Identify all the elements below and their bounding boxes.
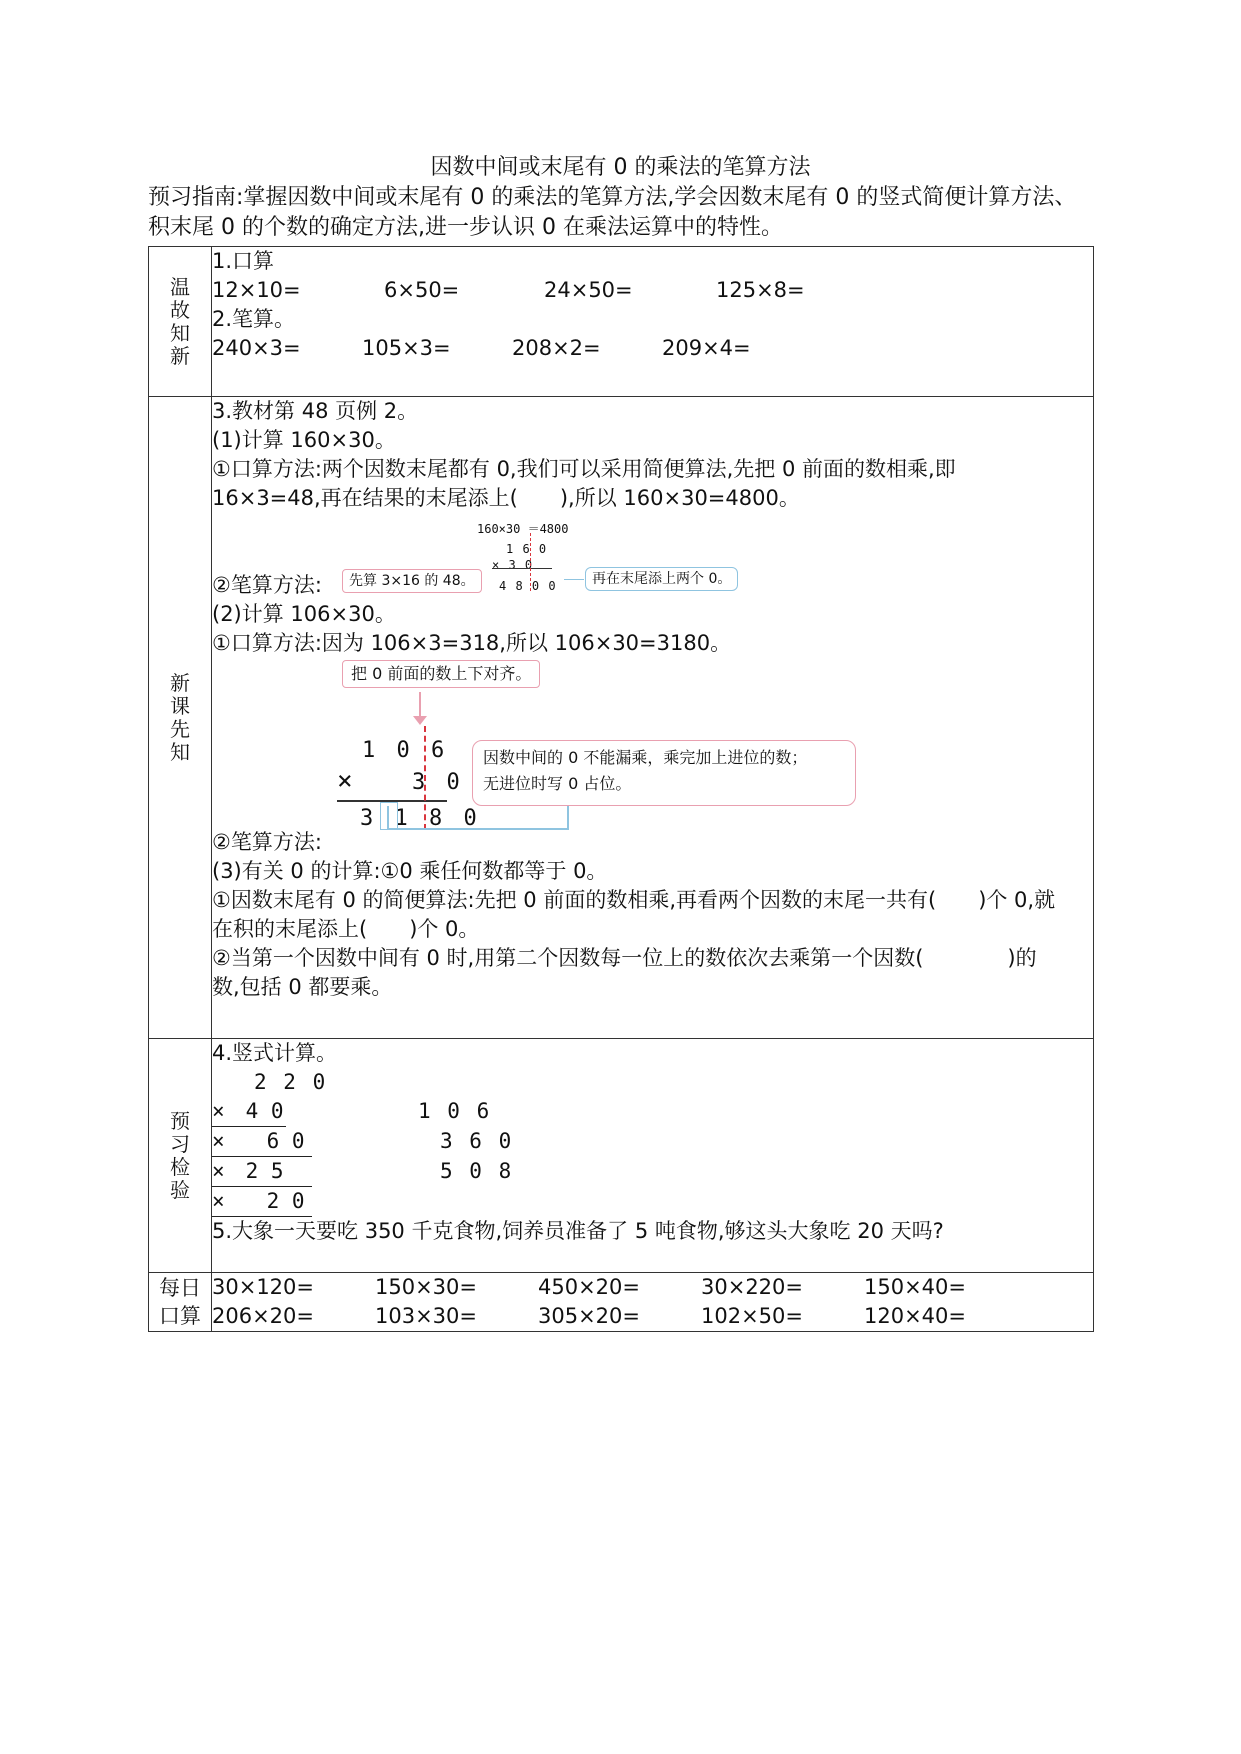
fig1-arrow (564, 579, 584, 580)
daily-row-1 (212, 1273, 1093, 1302)
vertical-row-b (212, 1127, 1093, 1157)
part-1-written: ②笔算方法: (212, 573, 322, 597)
new-lesson-row (149, 397, 1094, 1039)
written-problem: 208×2= (512, 336, 601, 360)
review-label (149, 247, 212, 397)
question-2: 2.笔算。 (212, 307, 296, 331)
label-char: 温 (170, 274, 190, 299)
daily-row-2 (212, 1302, 1093, 1331)
label-char: 检 (170, 1154, 190, 1179)
daily-content (212, 1273, 1094, 1332)
fig1-note-right: 再在末尾添上两个 0。 (585, 567, 738, 591)
fig1-note-left: 先算 3×16 的 48。 (342, 569, 482, 593)
review-row (149, 247, 1094, 397)
daily-problem: 450×20= (538, 1275, 640, 1299)
daily-problem: 30×120= (212, 1275, 314, 1299)
fig1-row1: 1 6 0 (506, 542, 548, 556)
label-line: 每日 (159, 1276, 201, 1300)
daily-row (149, 1273, 1094, 1332)
daily-problem: 150×40= (864, 1275, 966, 1299)
part-1: (1)计算 160×30。 (212, 428, 396, 452)
oral-row (212, 276, 1093, 305)
daily-problem: 120×40= (864, 1304, 966, 1328)
part-1-oral-line2: 16×3=48,再在结果的末尾添上( ),所以 160×30=4800。 (212, 486, 800, 510)
fig2-down-arrow-icon (413, 716, 427, 725)
written-row (212, 334, 1093, 363)
fig2-bracket-line (387, 806, 569, 830)
vertical-4-row1: 5 0 8 (440, 1159, 514, 1183)
check-label (149, 1039, 212, 1273)
written-problem: 209×4= (662, 336, 751, 360)
daily-problem: 30×220= (701, 1275, 803, 1299)
preview-guide: 预习指南:掌握因数中间或末尾有 0 的乘法的笔算方法,学会因数末尾有 0 的竖式简便计算方法、积末尾 0 的个数的确定方法,进一步认识 0 在乘法运算中的特性。 (148, 185, 1077, 240)
part-3b-line1: ②当第一个因数中间有 0 时,用第二个因数每一位上的数依次去乘第一个因数( )的 (212, 946, 1037, 970)
oral-problem: 6×50= (384, 278, 460, 302)
fig2-multiply-sign: × (337, 766, 353, 796)
part-3: (3)有关 0 的计算:①0 乘任何数都等于 0。 (212, 859, 608, 883)
label-char: 预 (170, 1108, 190, 1133)
written-problem: 240×3= (212, 336, 301, 360)
figure-160x30 (212, 513, 1093, 599)
oral-problem: 125×8= (716, 278, 805, 302)
written-problem: 105×3= (362, 336, 451, 360)
label-char: 新 (170, 343, 190, 368)
review-content (212, 247, 1094, 397)
part-3a-line2: 在积的末尾添上( )个 0。 (212, 917, 480, 941)
check-content (212, 1039, 1094, 1273)
daily-problem: 103×30= (375, 1304, 477, 1328)
oral-problem: 12×10= (212, 278, 301, 302)
label-char: 新 (170, 670, 190, 695)
label-char: 知 (170, 739, 190, 764)
fig1-row2: × 3 0 (492, 558, 534, 572)
fig1-dash (530, 533, 531, 591)
fig1-row3: 4 8 0 0 (499, 579, 557, 593)
part-2: (2)计算 106×30。 (212, 602, 396, 626)
fig2-row3: 3 1 8 0 (360, 806, 481, 831)
part-3b-line2: 数,包括 0 都要乘。 (212, 975, 393, 999)
vertical-3-row1: 3 6 0 (440, 1129, 514, 1153)
daily-problem: 206×20= (212, 1304, 314, 1328)
question-5: 5.大象一天要吃 350 千克食物,饲养员准备了 5 吨食物,够这头大象吃 20 天吗? (212, 1219, 944, 1243)
label-char: 先 (170, 716, 190, 741)
label-char: 习 (170, 1131, 190, 1156)
fig2-note-line2: 无进位时写 0 占位。 (483, 774, 632, 793)
fig1-line (492, 568, 552, 569)
label-line: 口算 (159, 1304, 201, 1328)
label-char: 知 (170, 320, 190, 345)
vertical-1-row1: 2 2 0 (254, 1070, 328, 1094)
question-3: 3.教材第 48 页例 2。 (212, 399, 419, 423)
question-1: 1.口算 (212, 249, 275, 273)
vertical-2-row1: 1 0 6 (418, 1099, 492, 1123)
label-char: 故 (170, 297, 190, 322)
question-4: 4.竖式计算。 (212, 1041, 338, 1065)
part-2-oral: ①口算方法:因为 106×3=318,所以 106×30=3180。 (212, 631, 732, 655)
part-3a-line1: ①因数末尾有 0 的简便算法:先把 0 前面的数相乘,再看两个因数的末尾一共有( )个 0,就 (212, 888, 1056, 912)
fig2-note-line1: 因数中间的 0 不能漏乘，乘完加上进位的数； (483, 748, 808, 767)
fig1-equation: 160×30 ＝4800 (477, 522, 569, 536)
fig2-row2: 3 0 (412, 770, 464, 795)
fig2-top-note: 把 0 前面的数上下对齐。 (342, 660, 540, 688)
worksheet-table (148, 246, 1094, 1332)
daily-label (149, 1273, 212, 1332)
new-lesson-content (212, 397, 1094, 1039)
vertical-row-c (212, 1157, 1093, 1187)
daily-problem: 150×30= (375, 1275, 477, 1299)
vertical-1-row2: × 4 0 (212, 1097, 286, 1127)
vertical-3-row2: × 2 5 (212, 1157, 312, 1187)
daily-problem: 305×20= (538, 1304, 640, 1328)
oral-problem: 24×50= (544, 278, 633, 302)
label-char: 课 (170, 693, 190, 718)
new-lesson-label (149, 397, 212, 1039)
fig2-row1: 1 0 6 (362, 738, 449, 763)
page-title: 因数中间或末尾有 0 的乘法的笔算方法 (430, 155, 811, 180)
daily-problem: 102×50= (701, 1304, 803, 1328)
part-1-oral-line1: ①口算方法:两个因数末尾都有 0,我们可以采用简便算法,先把 0 前面的数相乘,即 (212, 457, 956, 481)
vertical-4-row2: × 2 0 (212, 1187, 312, 1217)
vertical-row-a (212, 1097, 1093, 1127)
part-2-written: ②笔算方法: (212, 830, 322, 854)
fig2-note (472, 740, 856, 806)
vertical-row-d (212, 1187, 1093, 1217)
label-char: 验 (170, 1177, 190, 1202)
vertical-2-row2: × 6 0 (212, 1127, 312, 1157)
check-row (149, 1039, 1094, 1273)
figure-106x30 (212, 658, 1093, 831)
